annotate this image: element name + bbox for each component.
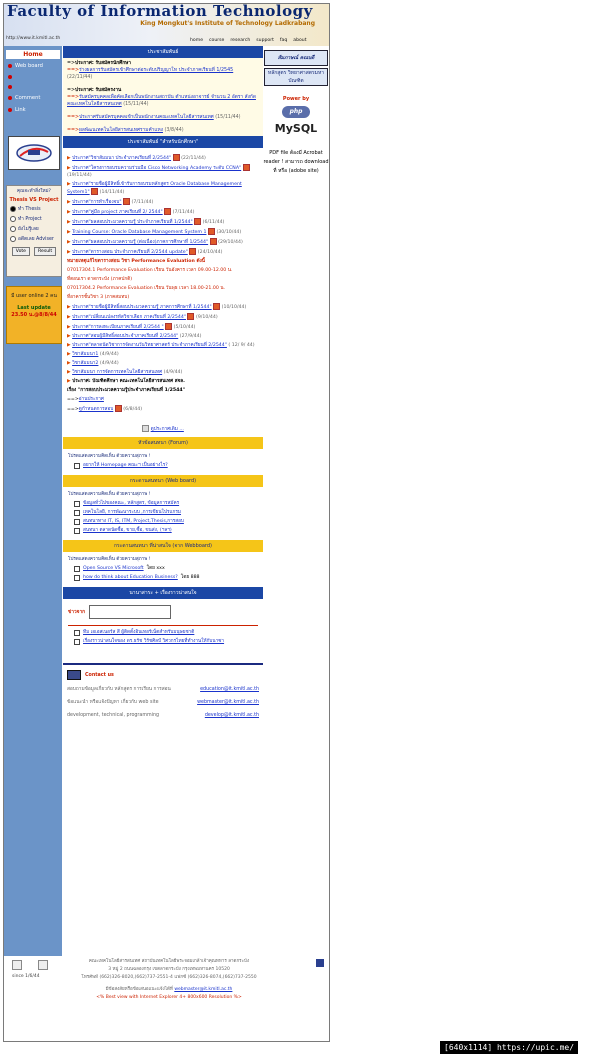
top-nav [190,38,307,43]
sidebar-item-comment[interactable]: Comment [8,95,60,101]
new-icon [115,405,122,412]
news-heading: ประชาสัมพันธ์ [63,46,263,58]
bullet-icon [8,64,12,68]
faculty-logo[interactable] [8,136,60,170]
topic-icon [74,566,80,572]
announce-item: ▶ ประกาศ"คู่มือ project ภาคเรียนที่ 2/ 2544" (7/11/44) [67,210,195,215]
new-icon [208,228,215,235]
radio-icon[interactable] [10,206,16,212]
archive-icon [142,425,149,432]
announce-item: ▶ Training Course: Oracle Database Management System 1 (30/10/44) [67,230,242,235]
site-url: http://www.it.kmitl.ac.th [6,36,61,41]
news-item-link: ==>ร่างผลการรับสมัครเข้าศึกษาต่อระดับปริญญาโท ประจำภาคเรียนที่ 1/2545 (22/11/44) [67,68,234,80]
nav-research[interactable]: research [230,38,251,43]
poll-option-thesis[interactable]: ทำ Thesis [10,205,61,213]
perf-line: ที่อาคารชั้นวิชา 3 (ภาคสมทบ) [67,295,130,300]
news-item-link: ==>ประกาศรับสมัครบุคคลเข้าเป็นพนักงานคณะเทคโนโลยีสารสนเทศ (15/11/44) [67,115,241,120]
sidebar-item-webboard[interactable]: Web board [8,63,60,69]
dean-interview-banner[interactable]: สัมภาษณ์ คณบดี [264,50,328,66]
poll-buttons [7,247,61,256]
perf-line: ที่ตอนเรา ดาดกระบัง (ภาคปกติ) [67,277,133,282]
footer [4,956,329,1041]
new-icon [194,218,201,225]
announce-item: ▶ ประกาศ"รายชื่อผู้มีสิทธิ์สอบประมวลความรู้ ภาคการศึกษาที่ 1/2544" (10/10/44) [67,305,247,310]
new-icon [91,188,98,195]
topic-icon [74,519,80,525]
topic-icon [74,528,80,534]
news-item: =>ประกาศ: รับสมัครนักศึกษา [67,61,131,66]
nav-home[interactable]: home [190,38,204,43]
poll-title: Thesis VS Project [9,197,59,203]
grad-announce-link: ==>อ่านประกาศ [67,397,104,402]
announce-item: ▶ ประกาศ"โครงการอบรมความร่วมมือ Cisco Networking Academy ระดับ CCNA" (19/11/44) [67,164,259,179]
sidebar-home-link[interactable]: Home [6,50,60,59]
radio-icon[interactable] [10,216,16,222]
topic-icon [74,575,80,581]
online-count: มี user online 2 คน [11,293,57,299]
forum-box [63,449,263,475]
corner-icon [316,959,324,967]
contact-row: สอบถามข้อมูลเกี่ยวกับ หลักสูตร การเรียน การสอน education@it.kmitl.ac.th [67,687,259,692]
perf-title: หมายเหตุแก้ไขตารางสอน วิชา Performance Evaluation ดังนี้ [67,259,205,264]
announce-item: ▶ ประกาศ"รายชื่อผู้มีสิทธิ์เข้ารับการอบรมหลักสูตร Oracle Database Management System1" (14/11/44) [67,182,242,195]
webboard-item[interactable]: เทคโนโลยี, การพัฒนาระบบ ,การเขียนโปรแกรม [74,509,258,516]
new-icon [243,164,250,171]
new-icon [165,323,172,330]
since-label: since 1/6/44 [12,974,40,979]
site-title: Faculty of Information Technology [7,3,313,20]
main-column [63,46,263,956]
announce-item: ▶ ประกาศ"วิชาสัมมนา ประจำภาคเรียนที่ 2/2544" (22/11/44) [67,156,206,161]
contact-title-row: Contact us [67,670,259,680]
grad-announce-sub: เรื่อง "การสอบประมวลความรู้ประจำภาคเรียนที่ 1/2544" [67,388,186,393]
site-subtitle: King Mongkut's Institute of Technology Ladkrabang [140,20,315,27]
bulletin-heading: นานาสาระ + เรื่องราวน่าสนใจ [63,587,263,599]
announce-item: ▶ วิชาสัมมนา การจัดการเทคโนโลยีสารสนเทศ (4/9/44) [67,370,183,375]
webboard-item[interactable]: สนทนาทาง IT, IS, ITM, Project,Thesis,การสอบ [74,518,258,525]
pdf-note: PDF file ต้องมี Acrobat reader ! สามารถ download ที่ หรือ (adobe site) [263,150,329,174]
new-icon [173,154,180,161]
bullet-icon [8,75,12,79]
sidebar-nav [6,50,60,119]
radio-icon[interactable] [10,226,16,232]
announce-item: ▶ วิชาสัมมนา1 (4/9/44) [67,352,119,357]
more-announcements: ดูประกาศเดิม ... [67,425,259,433]
poll-question: คุณจะทำสิ่งใหม่? [17,189,51,194]
nav-support[interactable]: support [256,38,274,43]
announce-item: ▶ ประกาศ"ผลสอบประมวลความรู้ ประจำภาคเรียนที่ 1/2544" (6/11/44) [67,220,225,225]
last-update-value: 23.50 น.@8/8/44 [11,312,57,318]
sidebar-item-link[interactable]: Link [8,107,60,113]
news-item: =>ประกาศ: รับสมัครงาน [67,88,122,93]
new-icon [213,303,220,310]
bulletin-source-box[interactable] [89,605,171,619]
php-logo: php [282,106,310,118]
popular-heading: กระดานสนทนา ที่น่าสนใจ (จาก Webboard) [63,540,263,552]
announce-heading: ประชาสัมพันธ์ "สำหรับนักศึกษา" [63,136,263,148]
topic-icon [74,630,80,636]
news-item-link: ==>ผลพัฒนเทคโนโลยีสารสนเทศรามคำแหง (3/8/44) [67,128,184,133]
webboard-heading: กระดานสนทนา (Web board) [63,475,263,487]
contact-icon [67,670,81,680]
counter-icon-2 [38,960,48,970]
bulletin-item[interactable]: เรื่องราวน่าสนใจของ ดร.ธรัช วิรัชศิลป์ วิศวกรไทยที่ทำงานให้กับนาซา [74,638,258,645]
radio-icon[interactable] [10,236,16,242]
page-frame [3,3,330,1042]
vote-button[interactable]: Vote [12,247,30,256]
bulletin-item[interactable]: ทีม เอเอสเนอร์ส สี ผู้ติดตั้งอินเทอร์เน็ตสำหรับมนุษยชาติ [74,629,258,636]
announce-item: ▶ ประกาศ"ตารางสอน ประจำภาคเรียนที่ 2/2544 update" (24/10/44) [67,250,223,255]
mysql-logo: MySQL [274,122,318,135]
news-item-link: ==>รับสมัครบุคคลเพื่อคัดเลือกเป็นพนักงานสถาบัน ตำแหน่งอาจารย์ จำนวน 2 อัตรา สังกัดคณะเทคโนโลยีสารสนเทศ (15/11/44) [67,95,256,107]
last-update-label: Last update [17,305,51,311]
nav-faq[interactable]: faq [279,38,288,43]
new-icon [164,208,171,215]
perf-line: 07017304.1 Performance Evaluation เรียน วันอังคาร เวลา 09.00-12.00 น. [67,268,233,273]
left-sidebar [4,46,62,956]
contact-box [63,663,263,722]
new-icon [189,248,196,255]
bulletin-box [63,599,263,651]
webboard-box [63,487,263,540]
online-status-box [6,286,62,344]
best-view-note: <% Best view with Internet Explorer 4+ 800x600 Resolution %> [96,995,242,1000]
powered-by-label: Power by [282,96,310,102]
new-icon [123,198,130,205]
popular-box [63,552,263,587]
topic-icon [74,463,80,469]
sidebar-item-3[interactable] [8,85,60,89]
nav-course[interactable]: course [209,38,225,43]
logo-icon [14,142,54,164]
poll-box [6,185,62,277]
sidebar-item-2[interactable] [8,75,60,79]
topic-icon [74,501,80,507]
popular-item[interactable]: Open Source VS Microsoft โดย xxx [74,565,258,572]
contact-row: development, technical, programming develop@it.kmitl.ac.th [67,713,259,718]
news-box [63,58,263,136]
announce-item: ▶ ประกาศ"การทำเรื่องจบ" (7/11/44) [67,200,154,205]
master-program-banner[interactable]: หลักสูตร วิทยาศาสตรมหาบัณฑิต [264,68,328,86]
announce-item: ▶ ประกาศ"ผลสอบประมวลความรู้ (ต่อเนื่อง)ภาคการศึกษาที่ 1/2544" (29/10/44) [67,240,243,245]
footer-text: คณะเทคโนโลยีสารสนเทศ สถาบันเทคโนโลยีพระจอมเกล้าเจ้าคุณทหาร ลาดกระบัง 3 หมู่ 2 ถนนฉลองกรุง เขตลาดกระบัง กรุงเทพมหานคร 10520 โทรศัพท์ (662)326-8020,(662)737-2551-4 แฟกซ์ (662)326-8074,(662)737-2550 มีข้อสงสัยหรือข้อเสนอแนะแจ้งได้ที่ webmaster@it.kmitl.ac.th <% Best view with Internet Explorer 4+ 800x600 Resolution %> [69,958,269,1002]
announce-item: ▶ ประกาศ"เปลี่ยนแปลงรหัสวิชาเลือก ภาคเรียนที่ 2/2544" (9/10/44) [67,315,218,320]
grad-announce-title: ▶ ประกาศ: บัณฑิตศึกษา คณะเทคโนโลยีสารสนเทศ สจล. [67,379,185,384]
nav-about[interactable]: about [293,38,307,43]
result-button[interactable]: Result [34,247,56,256]
bulletin-source: ข่าวจาก [68,605,258,619]
poll-option-adviser[interactable]: อดีตเลย Adviser [10,235,61,243]
contact-row: ข้อแนะนำ หรือแจ้งปัญหา เกี่ยวกับ web site webmaster@it.kmitl.ac.th [67,700,259,705]
topic-icon [74,639,80,645]
announce-item: ▶ ประกาศ"สอบผู้มีสิทธิ์สอบประจำภาคเรียนที่ 2/2544" (27/9/44) [67,334,202,339]
bullet-icon [8,85,12,89]
poll-option-unsure[interactable]: ยังไม่รู้เลย [10,225,61,233]
bullet-icon [8,96,12,100]
webboard-item[interactable]: สนทนา ตลาดนัดซื้อ, ขาย,ซื้อ, ขนส่ง, (ฯลฯ) [74,527,258,534]
webboard-intro: โปรดแสดงความคิดเห็น ด้วยความสุภาพ ! [68,492,151,497]
announce-item: ▶ ประกาศ"การลงทะเบียนภาคเรียนที่ 2/2544 " (5/10/44) [67,325,196,330]
forum-heading: หัวข้อสนทนา (Forum) [63,437,263,449]
counter-icon [12,960,22,970]
poll-option-project[interactable]: ทำ Project [10,215,61,223]
site-header [4,4,329,46]
new-icon [210,238,217,245]
topic-icon [74,510,80,516]
watermark: [640x1114] https://upic.me/ [440,1041,578,1054]
forum-item[interactable]: อยากให้ Homepage คณะฯ เป็นอย่างไร? [74,462,258,469]
announce-list [63,148,263,437]
popular-item[interactable]: how do think about Education Business? โดย 888 [74,574,258,581]
announce-item: ▶ วิชาสัมมนา2 (4/9/44) [67,361,119,366]
grad-announce-link: ==>ดูกำหนดการสอบ (6/8/44) [67,407,143,412]
webmaster-link[interactable]: webmaster@it.kmitl.ac.th [174,987,233,992]
forum-intro: โปรดแสดงความคิดเห็น ด้วยความสุภาพ ! [68,454,151,459]
popular-intro: โปรดแสดงความคิดเห็น ด้วยความสุภาพ ! [68,557,151,562]
new-icon [187,313,194,320]
announce-item: ▶ ประกาศ"ตลาดนัดวิชาการจัดงานวันวิทยาศาสตร์ ประจำภาคเรียนที่ 2/2544" ( 12/ 9/ 44) [67,343,255,348]
perf-line: 07017304.2 Performance Evaluation เรียน วันพุธ เวลา 18.00-21.00 น. [67,286,226,291]
webboard-item[interactable]: ข้อมูลทั่วไปของคณะ, หลักสูตร, ข้อมูลการสมัคร [74,500,258,507]
right-column [263,46,329,466]
bullet-icon [8,108,12,112]
